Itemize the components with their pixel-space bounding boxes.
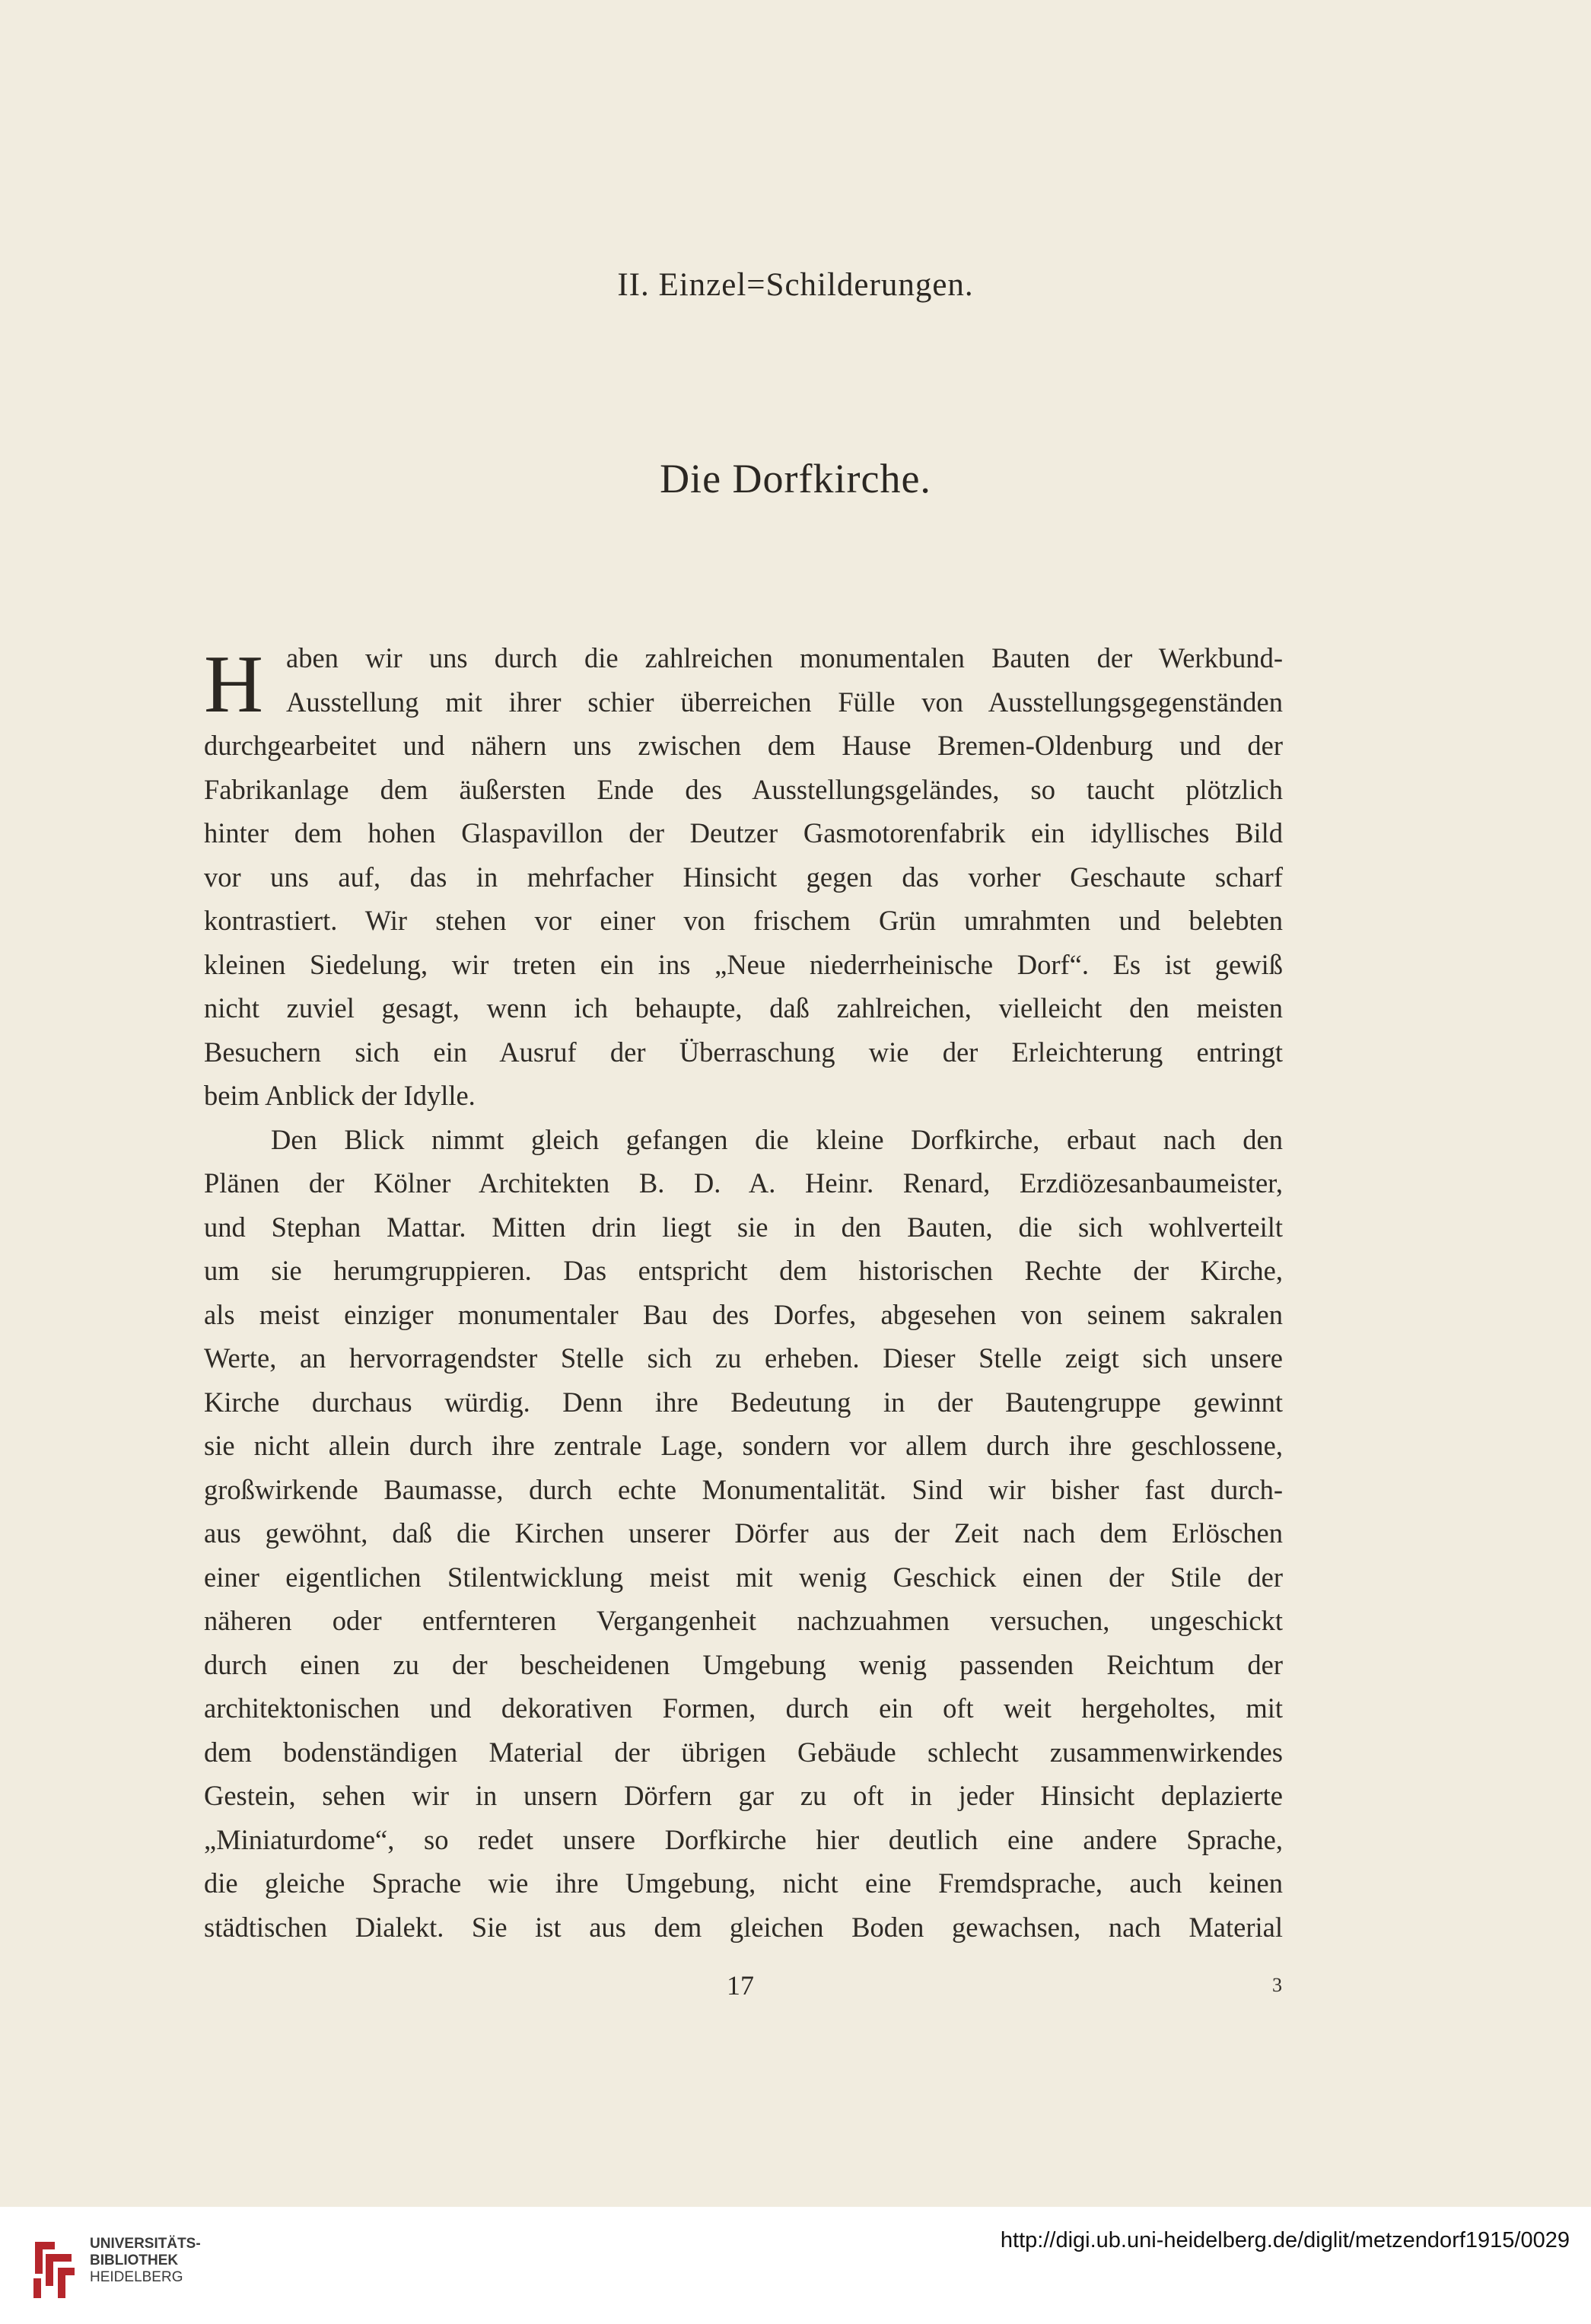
text-line: näheren oder entfernteren Vergangenheit nachzuahmen versuchen, ungeschickt — [204, 1605, 1283, 1636]
text-line: sie nicht allein durch ihre zentrale Lage, sondern vor allem durch ihre geschlossene, — [204, 1430, 1283, 1461]
text-line: dem bodenständigen Material der übrigen Gebäude schlecht zusammenwirkendes — [204, 1736, 1283, 1768]
text-line: kleinen Siedelung, wir treten ein ins „Neue niederrheinische Dorf“. Es ist gewiß — [204, 948, 1283, 980]
text-line: vor uns auf, das in mehrfacher Hinsicht gegen das vorher Geschaute scharf — [204, 861, 1283, 893]
text-line: Besuchern sich ein Ausruf der Überraschung wie der Erleichterung entringt — [204, 1036, 1283, 1068]
text-line: um sie herumgruppieren. Das entspricht dem historischen Rechte der Kirche, — [204, 1255, 1283, 1286]
source-url-link[interactable]: http://digi.ub.uni-heidelberg.de/diglit/metzendorf1915/0029 — [1000, 2228, 1570, 2252]
text-line: nicht zuviel gesagt, wenn ich behaupte, daß zahlreichen, vielleicht den meisten — [204, 992, 1283, 1024]
body-text — [204, 636, 1283, 1949]
text-line: städtischen Dialekt. Sie ist aus dem gleichen Boden gewachsen, nach Material — [204, 1911, 1283, 1943]
text-line: architektonischen und dekorativen Formen, durch ein oft weit hergeholtes, mit — [204, 1692, 1283, 1724]
text-line: durch einen zu der bescheidenen Umgebung wenig passenden Reichtum der — [204, 1648, 1283, 1680]
text-line: Gestein, sehen wir in unsern Dörfern gar zu oft in jeder Hinsicht deplazierte — [204, 1780, 1283, 1811]
library-name-line: UNIVERSITÄTS- — [90, 2236, 201, 2252]
text-line: „Miniaturdome“, so redet unsere Dorfkirche hier deutlich eine andere Sprache, — [204, 1823, 1283, 1855]
text-line: großwirkende Baumasse, durch echte Monumentalität. Sind wir bisher fast durch- — [204, 1473, 1283, 1505]
text-line: kontrastiert. Wir stehen vor einer von frischem Grün umrahmten und belebten — [204, 905, 1283, 936]
text-line: Plänen der Kölner Architekten B. D. A. Heinr. Renard, Erzdiözesanbaumeister, — [204, 1167, 1283, 1199]
text-line: die gleiche Sprache wie ihre Umgebung, nicht eine Fremdsprache, auch keinen — [204, 1867, 1283, 1899]
text-line: hinter dem hohen Glaspavillon der Deutzer Gasmotorenfabrik ein idyllisches Bild — [204, 817, 1283, 848]
text-line: aus gewöhnt, daß die Kirchen unserer Dörfer aus der Zeit nach dem Erlöschen — [204, 1517, 1283, 1549]
library-name-line: HEIDELBERG — [90, 2269, 183, 2285]
text-line: beim Anblick der Idylle. — [204, 1080, 476, 1111]
paragraph-1 — [204, 636, 1283, 1118]
text-line: einer eigentlichen Stilentwicklung meist mit wenig Geschick einen der Stile der — [204, 1561, 1283, 1593]
library-logo-icon[interactable] — [29, 2228, 78, 2304]
paragraph-2 — [204, 1118, 1283, 1950]
text-line: Ausstellung mit ihrer schier überreichen Fülle von Ausstellungsgegenständen — [286, 686, 1283, 718]
text-line: als meist einziger monumentaler Bau des Dorfes, abgesehen von seinem sakralen — [204, 1298, 1283, 1330]
text-line: durchgearbeitet und nähern uns zwischen dem Hause Bremen-Oldenburg und der — [204, 730, 1283, 761]
signature-mark: 3 — [1272, 1974, 1282, 1996]
chapter-title: Die Dorfkirche. — [660, 456, 931, 501]
library-name — [90, 2236, 201, 2286]
section-title: II. Einzel=Schilderungen. — [617, 267, 974, 303]
footer-bar — [0, 2207, 1591, 2324]
text-line: Werte, an hervorragendster Stelle sich zu erheben. Dieser Stelle zeigt sich unsere — [204, 1342, 1283, 1374]
library-name-line: BIBLIOTHEK — [90, 2252, 179, 2268]
text-line: und Stephan Mattar. Mitten drin liegt sie in den Bauten, die sich wohlverteilt — [204, 1211, 1283, 1243]
drop-cap: H — [204, 639, 263, 730]
text-line: aben wir uns durch die zahlreichen monumentalen Bauten der Werkbund- — [286, 642, 1283, 673]
text-line: Kirche durchaus würdig. Denn ihre Bedeutung in der Bautengruppe gewinnt — [204, 1386, 1283, 1418]
page-number: 17 — [727, 1970, 754, 2001]
text-line: Fabrikanlage dem äußersten Ende des Ausstellungsgeländes, so taucht plötzlich — [204, 773, 1283, 805]
text-line: Den Blick nimmt gleich gefangen die kleine Dorfkirche, erbaut nach den — [271, 1123, 1283, 1155]
